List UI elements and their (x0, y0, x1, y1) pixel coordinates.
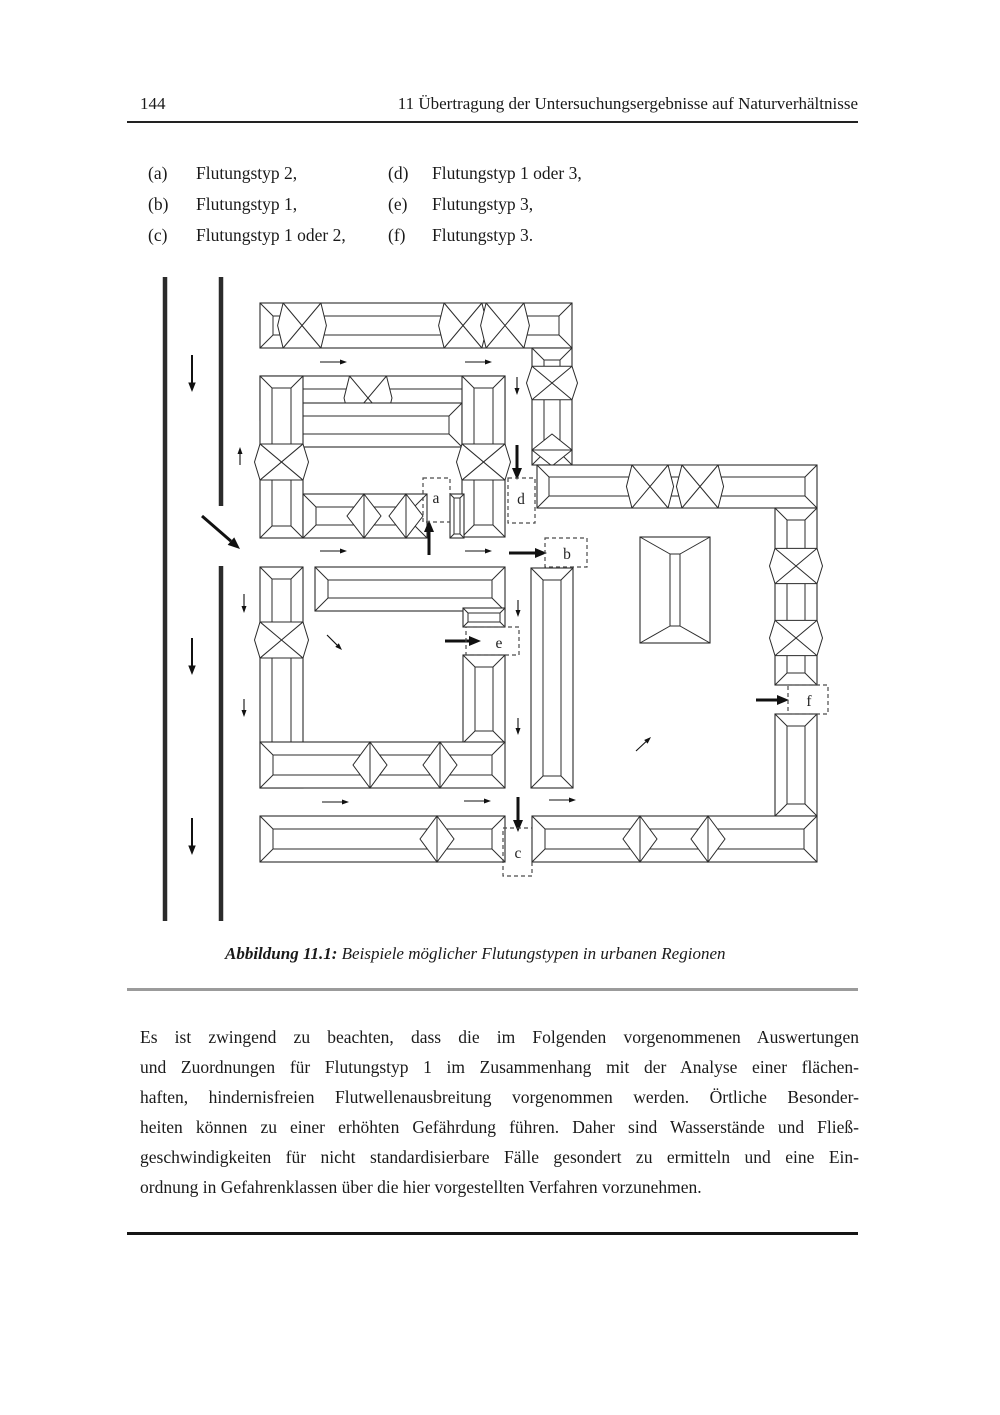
flutungstyp-marker-f (788, 685, 828, 714)
marker-label-f: f (806, 693, 812, 710)
flutungstyp-marker-c (503, 828, 532, 876)
flow-arrow (320, 549, 347, 554)
flow-arrow (188, 355, 196, 392)
flow-arrow (322, 800, 349, 805)
building-bottom-strip-right (532, 816, 817, 862)
legend-item-text: Flutungstyp 2, (196, 163, 298, 183)
body-line: Es ist zwingend zu beachten, dass die im Folgenden vorgenommenen Auswertungen (140, 1027, 859, 1047)
building-block-b-bottom-right (450, 494, 464, 538)
building-block-b-right (457, 376, 511, 537)
flow-arrow (512, 445, 522, 480)
footer-rule (127, 1232, 858, 1235)
marker-label-a: a (432, 490, 440, 507)
building-block-a-top (260, 303, 572, 348)
flow-arrow (516, 718, 521, 735)
building-block-e-top-stub (463, 608, 505, 627)
running-header-title: 11 Übertragung der Untersuchungsergebnisse auf Naturverhältnisse (397, 94, 858, 113)
flow-arrow (509, 548, 547, 558)
flow-arrow (188, 638, 196, 675)
page-number: 144 (140, 94, 166, 113)
legend-item-key: (a) (148, 163, 168, 183)
legend-item-text: Flutungstyp 3. (432, 225, 534, 245)
building-bottom-strip-left (260, 816, 505, 862)
legend-item-key: (f) (388, 225, 406, 245)
flow-arrow (513, 797, 523, 832)
flow-arrow (242, 594, 247, 613)
building-block-e-right (463, 655, 505, 743)
flutungstyp-marker-b (545, 538, 587, 567)
body-paragraph (140, 1022, 859, 1202)
figure-caption-text: Beispiele möglicher Flutungstypen in urbanen Regionen (337, 944, 726, 963)
marker-label-c: c (514, 845, 522, 862)
flow-arrow (465, 549, 492, 554)
flow-arrow (516, 600, 521, 617)
flow-arrow (465, 360, 492, 365)
building-block-e-top (315, 567, 505, 611)
legend-item-text: Flutungstyp 1 oder 3, (432, 163, 582, 183)
flow-arrow (515, 377, 520, 395)
legend-item-text: Flutungstyp 3, (432, 194, 534, 214)
building-block-c-top (537, 465, 817, 508)
legend-item-text: Flutungstyp 1, (196, 194, 298, 214)
marker-label-d: d (517, 491, 525, 508)
body-line: geschwindigkeiten für nicht standardisierbare Fälle gesondert zu ermitteln und eine Ein- (140, 1147, 859, 1167)
building-block-b-top-inner (288, 403, 462, 447)
legend-item-key: (c) (148, 225, 168, 245)
body-line: haften, hindernisfreien Flutwellenausbreitung vorgenommen werden. Örtliche Besonder- (140, 1087, 859, 1107)
flow-arrow (320, 360, 347, 365)
flow-arrow (445, 636, 481, 646)
building-strip-between-b-c (531, 568, 573, 788)
flow-arrow (549, 798, 576, 803)
flow-arrow (756, 695, 789, 705)
body-line: heiten können zu einer erhöhten Gefährdung führen. Daher sind Wasserstände und Fließ- (140, 1117, 859, 1137)
legend-item-key: (b) (148, 194, 169, 214)
flow-arrow (464, 799, 491, 804)
legend-item-key: (e) (388, 194, 408, 214)
caption-rule (127, 988, 858, 991)
flow-arrow (202, 516, 240, 549)
flow-arrow (636, 737, 651, 751)
figure-caption-label: Abbildung 11.1: (225, 944, 338, 963)
building-center-courtyard-building (640, 537, 710, 643)
legend-item-key: (d) (388, 163, 409, 183)
marker-label-b: b (563, 546, 571, 563)
body-line: und Zuordnungen für Flutungstyp 1 im Zusammenhang mit der Analyse einer flächen- (140, 1057, 859, 1077)
flow-arrow (238, 447, 243, 465)
body-line: ordnung in Gefahrenklassen über die hier vorgestellten Verfahren vorzunehmen. (140, 1177, 702, 1197)
flow-arrow (188, 818, 196, 855)
building-block-a-arm (527, 348, 578, 466)
legend-item-text: Flutungstyp 1 oder 2, (196, 225, 346, 245)
flutungstyp-marker-d (508, 478, 535, 523)
building-block-b-left (255, 376, 309, 538)
flow-arrow (327, 635, 342, 650)
building-block-b-bottom-left (303, 494, 427, 538)
marker-label-e: e (495, 635, 503, 652)
building-block-e-bottom (260, 742, 505, 788)
building-block-c-right-lower (775, 714, 817, 816)
building-block-c-right-upper (770, 508, 823, 685)
figure-caption (225, 944, 726, 964)
flow-arrow (242, 699, 247, 717)
